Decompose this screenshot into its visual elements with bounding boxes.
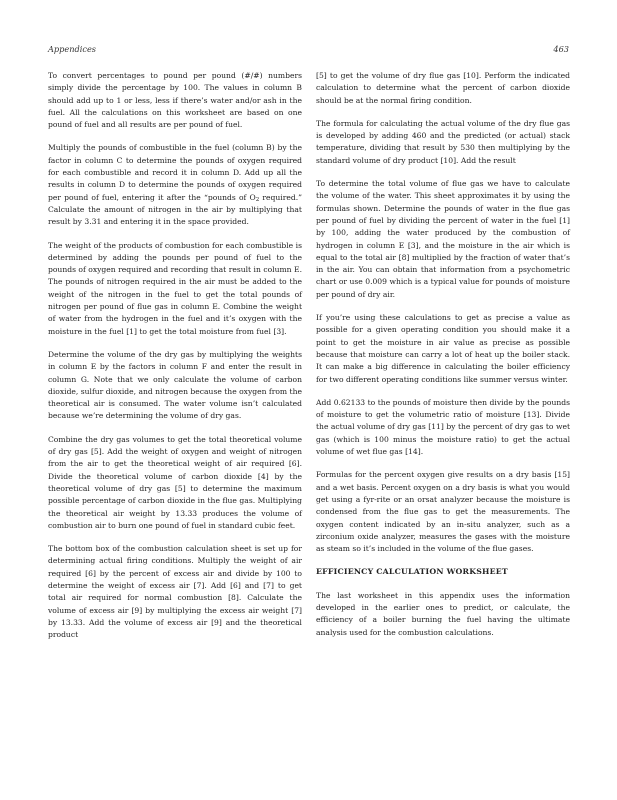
paragraph-text: Multiply the pounds of combustible in the fuel (column B) by the factor in column C to determine the pounds of oxygen required for each combustible and record it in column D. Add up all the results in column D to determine the pounds of oxygen required per pound of fuel, entering it after the “pounds of O bbox=[48, 143, 302, 202]
running-header-title: Appendices bbox=[48, 44, 97, 54]
running-header bbox=[48, 44, 569, 58]
right-column bbox=[316, 70, 570, 650]
paragraph: If you’re using these calculations to get as precise a value as possible for a given operating condition you should make it a point to get the moisture in air value as precise as possible because that moisture can carry a lot of heat up the boiler stack. It can make a big difference in calculating the boiler efficiency for two different operating conditions like summer versus winter. bbox=[316, 313, 570, 384]
paragraph: Combine the dry gas volumes to get the total theoretical volume of dry gas [5]. Add the weight of oxygen and weight of nitrogen from the air to get the theoretical weight of air required [6]. Divide the theoretical volume of carbon dioxide [4] by the theoretical volume of dry gas [5] to determine the maximum possible percentage of carbon dioxide in the flue gas. Multiplying the theoretical air weight by 13.33 produces the volume of combustion air to burn one pound of fuel in standard cubic feet. bbox=[48, 434, 302, 530]
subscript: 2 bbox=[255, 196, 260, 203]
paragraph: The last worksheet in this appendix uses the information developed in the earlier ones to predict, or calculate, the efficiency of a boiler burning the fuel having the ultimate analysis used for the combustion calculations. bbox=[316, 590, 570, 637]
left-column bbox=[48, 70, 302, 652]
paragraph: To determine the total volume of flue gas we have to calculate the volume of the water. This sheet approximates it by using the formulas shown. Determine the pounds of water in the flue gas per pound of fuel by dividing the percent of water in the fuel [1] by 100, adding the water produced by the combustion of hydrogen in column E [3], and the moisture in the air which is equal to the total air [8] multiplied by the fraction of water that’s in the air. You can obtain that information from a psychometric chart or use 0.009 which is a typical value for pounds of moisture per pound of dry air. bbox=[316, 179, 570, 299]
page-number: 463 bbox=[553, 44, 569, 54]
paragraph: Formulas for the percent oxygen give results on a dry basis [15] and a wet basis. Percent oxygen on a dry basis is what you would get using a fyr-rite or an orsat analyzer because the moisture is condensed from the flue gas to get the measurements. The oxygen content indicated by an in-situ analyzer, such as a zirconium oxide analyzer, measures the gases with the moisture as steam so it’s included in the volume of the flue gases. bbox=[316, 470, 570, 554]
paragraph-text: required.” Calculate the amount of nitrogen in the air by multiplying that result by 3.31 and entering it in the space provided. bbox=[48, 192, 302, 227]
section-heading: EFFICIENCY CALCULATION WORKSHEET bbox=[316, 567, 508, 577]
paragraph: The formula for calculating the actual volume of the dry flue gas is developed by adding 460 and the predicted (or actual) stack temperature, dividing that result by 530 then multiplying by the standard volume of dry product [10]. Add the result bbox=[316, 118, 570, 165]
paragraph bbox=[48, 142, 302, 228]
paragraph: [5] to get the volume of dry flue gas [10]. Perform the indicated calculation to determine what the percent of carbon dioxide should be at the normal firing condition. bbox=[316, 71, 570, 105]
paragraph: Add 0.62133 to the pounds of moisture then divide by the pounds of moisture to get the volumetric ratio of moisture [13]. Divide the actual volume of dry gas [11] by the percent of dry gas to wet gas (which is 100 minus the moisture ratio) to get the actual volume of wet flue gas [14]. bbox=[316, 397, 570, 457]
paragraph: The weight of the products of combustion for each combustible is determined by adding the pounds per pound of fuel to the pounds of oxygen required and recording that result in column E. The pounds of nitrogen required in the air must be added to the weight of the nitrogen in the fuel to get the total pounds of nitrogen per pound of flue gas in column E. Combine the weight of water from the hydrogen in the fuel and it’s oxygen with the moisture in the fuel [1] to get the total moisture from fuel [3]. bbox=[48, 240, 302, 336]
paragraph: To convert percentages to pound per pound (#/#) numbers simply divide the percentage by 100. The values in column B should add up to 1 or less, less if there’s water and/or ash in the fuel. All the calculations on this worksheet are based on one pound of fuel and all results are per pound of fuel. bbox=[48, 71, 302, 130]
paragraph: The bottom box of the combustion calculation sheet is set up for determining actual firing conditions. Multiply the weight of air required [6] by the percent of excess air and divide by 100 to determine the weight of excess air [7]. Add [6] and [7] to get total air required for normal combustion [8]. Calculate the volume of excess air [9] by multiplying the excess air weight [7] by 13.33. Add the volume of excess air [9] and the theoretical product bbox=[48, 544, 302, 640]
paragraph: Determine the volume of the dry gas by multiplying the weights in column E by the factors in column F and enter the result in column G. Note that we only calculate the volume of carbon dioxide, sulfur dioxide, and nitrogen because the oxygen from the theoretical air is consumed. The water volume isn’t calculated because we’re determining the volume of dry gas. bbox=[48, 349, 302, 421]
